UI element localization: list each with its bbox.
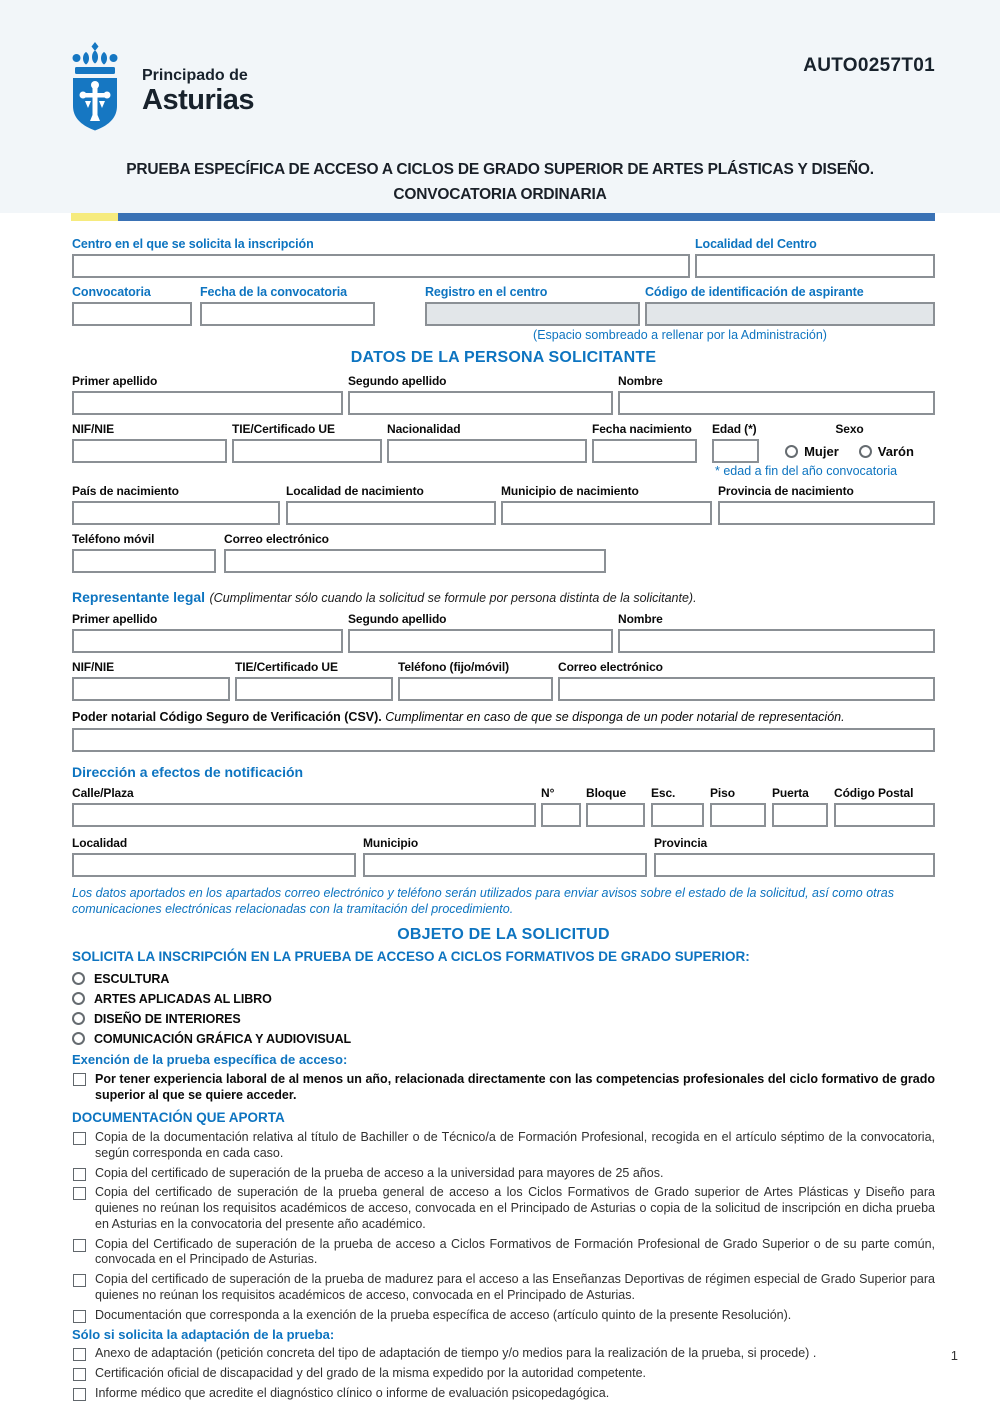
- doc-item-6: [72, 1308, 935, 1324]
- checkbox-doc-2[interactable]: [73, 1168, 86, 1181]
- edad-note: * edad a fin del año convocatoria: [715, 464, 898, 478]
- checkbox-exencion[interactable]: [73, 1073, 86, 1086]
- rep-correo-label: Correo electrónico: [558, 660, 663, 674]
- calle-label: Calle/Plaza: [72, 786, 134, 800]
- adaptation-item-1: [72, 1346, 935, 1362]
- telefono-movil-label: Teléfono móvil: [72, 532, 155, 546]
- localidad-nacimiento-input[interactable]: [286, 501, 496, 525]
- divider-bar: [0, 213, 1000, 221]
- centro-label: Centro en el que se solicita la inscripción: [72, 237, 314, 251]
- doc-text-5: Copia del certificado de superación de la prueba de madurez para el acceso a las Enseñanzas Deportivas de régimen especial de Grado Superior para quienes no reúnan los requisitos académicos de acceso, convocada en el Principado de Asturias.: [95, 1272, 935, 1302]
- form-title-line2: CONVOCATORIA ORDINARIA: [393, 185, 607, 203]
- poder-notarial-line: [72, 710, 935, 724]
- correo-label: Correo electrónico: [224, 532, 329, 546]
- row-nacimiento: [72, 484, 935, 525]
- fecha-nacimiento-input[interactable]: [592, 439, 697, 463]
- municipio-input[interactable]: [363, 853, 647, 877]
- comunicacion-grafica-label: COMUNICACIÓN GRÁFICA Y AUDIOVISUAL: [94, 1031, 352, 1046]
- numero-input[interactable]: [541, 803, 581, 827]
- doc-item-5: [72, 1272, 935, 1304]
- rep-subtitle: (Cumplimentar sólo cuando la solicitud se formule por persona distinta de la solicitante).: [209, 591, 697, 605]
- field-provincia-nacimiento: [718, 484, 935, 525]
- mujer-label: Mujer: [804, 443, 839, 459]
- radio-diseno-interiores[interactable]: [72, 1012, 85, 1025]
- field-codigo-aspirante: [645, 285, 935, 326]
- primer-apellido-input[interactable]: [72, 391, 343, 415]
- registro-centro-input[interactable]: [425, 302, 640, 326]
- asturias-coat-of-arms-icon: [70, 42, 120, 134]
- field-convocatoria: [72, 285, 192, 326]
- localidad-centro-label: Localidad del Centro: [695, 237, 817, 251]
- field-fecha-nacimiento: [592, 422, 697, 463]
- logo-text: [142, 68, 254, 134]
- rep-segundo-apellido-input[interactable]: [348, 629, 613, 653]
- field-rep-tie: [235, 660, 393, 701]
- doc-text-2: Copia del certificado de superación de la prueba de acceso a la universidad para mayores de 25 años.: [95, 1165, 664, 1180]
- segundo-apellido-input[interactable]: [348, 391, 613, 415]
- field-piso: [710, 786, 766, 827]
- section-title-objeto: OBJETO DE LA SOLICITUD: [397, 925, 610, 943]
- edad-label: Edad (*): [712, 422, 757, 436]
- docs-title: DOCUMENTACIÓN QUE APORTA: [72, 1110, 285, 1125]
- municipio-label: Municipio: [363, 836, 419, 850]
- row-convocatoria: [72, 285, 935, 326]
- field-rep-primer-apellido: [72, 612, 343, 653]
- checkbox-doc-3[interactable]: [73, 1187, 86, 1200]
- field-rep-segundo-apellido: [348, 612, 613, 653]
- codigo-aspirante-input[interactable]: [645, 302, 935, 326]
- artes-libro-label: ARTES APLICADAS AL LIBRO: [94, 991, 272, 1006]
- row-apellidos: [72, 374, 935, 415]
- provincia-nacimiento-label: Provincia de nacimiento: [718, 484, 854, 498]
- rep-primer-apellido-label: Primer apellido: [72, 612, 158, 626]
- adaptation-text-2: Certificación oficial de discapacidad y del grado de la misma expedido por la autoridad competente.: [95, 1366, 647, 1380]
- nacionalidad-label: Nacionalidad: [387, 422, 461, 436]
- option-diseno-interiores: [72, 1012, 935, 1026]
- localidad-nacimiento-label: Localidad de nacimiento: [286, 484, 424, 498]
- adaptation-text-1: Anexo de adaptación (petición concreta del tipo de adaptación de tiempo y/o medios para la realización de la prueba, si procede) .: [95, 1346, 817, 1361]
- doc-item-4: [72, 1237, 935, 1269]
- sexo-label: Sexo: [835, 422, 864, 436]
- exencion-text: Por tener experiencia laboral de al menos un año, relacionada directamente con las competencias profesionales del ciclo formativo de grado superior al que se quiere acceder.: [95, 1071, 935, 1102]
- form-title: [30, 158, 970, 208]
- field-provincia: [654, 836, 935, 877]
- convocatoria-label: Convocatoria: [72, 285, 151, 299]
- field-municipio-nacimiento: [501, 484, 712, 525]
- fecha-convocatoria-label: Fecha de la convocatoria: [200, 285, 347, 299]
- doc-text-6: Documentación que corresponda a la exención de la prueba específica de acceso (artículo quinto de la presente Resolución).: [95, 1307, 792, 1322]
- poder-notarial-input[interactable]: [72, 728, 935, 752]
- poder-notarial-italic: Cumplimentar en caso de que se disponga de un poder notarial de representación.: [381, 710, 845, 724]
- field-correo: [224, 532, 606, 573]
- row-rep-identidad: [72, 660, 935, 701]
- nombre-input[interactable]: [618, 391, 935, 415]
- option-artes-libro: [72, 992, 935, 1006]
- calle-input[interactable]: [72, 803, 536, 827]
- pais-nacimiento-input[interactable]: [72, 501, 280, 525]
- nacionalidad-input[interactable]: [387, 439, 587, 463]
- field-centro: [72, 237, 690, 278]
- adaptation-text-3: Informe médico que acredite el diagnóstico clínico o informe de evaluación psicopedagógica.: [95, 1385, 610, 1400]
- field-telefono-movil: [72, 532, 216, 573]
- checkbox-doc-1[interactable]: [73, 1132, 86, 1145]
- asturias-logo: [70, 42, 254, 134]
- field-localidad: [72, 836, 356, 877]
- solicita-subtitle: SOLICITA LA INSCRIPCIÓN EN LA PRUEBA DE ACCESO A CICLOS FORMATIVOS DE GRADO SUPERIOR:: [72, 948, 750, 964]
- field-nombre: [618, 374, 935, 415]
- rep-heading-line: [72, 589, 935, 607]
- form-content: [0, 221, 1000, 1402]
- bloque-label: Bloque: [586, 786, 627, 800]
- row-direccion: [72, 786, 935, 827]
- exencion-item: [72, 1071, 935, 1104]
- rep-segundo-apellido-label: Segundo apellido: [348, 612, 447, 626]
- registro-centro-label: Registro en el centro: [425, 285, 548, 299]
- fecha-nacimiento-label: Fecha nacimiento: [592, 422, 692, 436]
- checkbox-adaptation-1[interactable]: [73, 1348, 86, 1361]
- logo-line1: Principado de: [142, 67, 248, 84]
- municipio-nacimiento-label: Municipio de nacimiento: [501, 484, 639, 498]
- bar-blue-segment: [118, 213, 935, 221]
- option-escultura: [72, 972, 935, 986]
- piso-input[interactable]: [710, 803, 766, 827]
- field-municipio: [363, 836, 647, 877]
- page-header: [0, 0, 1000, 213]
- provincia-label: Provincia: [654, 836, 708, 850]
- codigo-aspirante-label: Código de identificación de aspirante: [645, 285, 864, 299]
- rep-nombre-input[interactable]: [618, 629, 935, 653]
- field-localidad-nacimiento: [286, 484, 496, 525]
- puerta-label: Puerta: [772, 786, 809, 800]
- varon-label: Varón: [877, 443, 914, 459]
- rep-nombre-label: Nombre: [618, 612, 663, 626]
- radio-varon[interactable]: [859, 445, 872, 458]
- esc-input[interactable]: [651, 803, 704, 827]
- doc-text-4: Copia del Certificado de superación de la prueba de acceso a Ciclos Formativos de Formación Profesional de Grado Superior o de su parte común, convocada en el Principado de Asturias.: [95, 1236, 935, 1267]
- bar-yellow-segment: [71, 213, 118, 221]
- row-rep-apellidos: [72, 612, 935, 653]
- row-contacto: [72, 532, 935, 573]
- form-code: AUTO0257T01: [803, 55, 935, 76]
- checkbox-doc-5[interactable]: [73, 1274, 86, 1287]
- row-localidad: [72, 836, 935, 877]
- adaptation-item-3: [72, 1386, 935, 1402]
- puerta-input[interactable]: [772, 803, 828, 827]
- escultura-label: ESCULTURA: [94, 971, 170, 986]
- nombre-label: Nombre: [618, 374, 663, 388]
- fecha-convocatoria-input[interactable]: [200, 302, 375, 326]
- provincia-input[interactable]: [654, 853, 935, 877]
- nif-label: NIF/NIE: [72, 422, 114, 436]
- bar-spacer-right: [935, 213, 1000, 221]
- field-bloque: [586, 786, 645, 827]
- nif-input[interactable]: [72, 439, 227, 463]
- checkbox-adaptation-3[interactable]: [73, 1388, 86, 1401]
- diseno-interiores-label: DISEÑO DE INTERIORES: [94, 1011, 241, 1026]
- segundo-apellido-label: Segundo apellido: [348, 374, 447, 388]
- rep-nif-input[interactable]: [72, 677, 230, 701]
- field-rep-nombre: [618, 612, 935, 653]
- doc-item-2: [72, 1166, 935, 1182]
- tie-label: TIE/Certificado UE: [232, 422, 335, 436]
- field-rep-correo: [558, 660, 935, 701]
- field-nif: [72, 422, 227, 463]
- form-title-line1: PRUEBA ESPECÍFICA DE ACCESO A CICLOS DE GRADO SUPERIOR DE ARTES PLÁSTICAS Y DISEÑO.: [126, 161, 874, 178]
- doc-item-3: [72, 1185, 935, 1232]
- doc-item-1: [72, 1130, 935, 1162]
- rep-nif-label: NIF/NIE: [72, 660, 114, 674]
- logo-line2: Asturias: [142, 83, 255, 116]
- bloque-input[interactable]: [586, 803, 645, 827]
- edad-input[interactable]: [712, 439, 759, 463]
- field-localidad-centro: [695, 237, 935, 278]
- localidad-label: Localidad: [72, 836, 128, 850]
- poder-notarial-bold: Poder notarial Código Seguro de Verificación (CSV).: [72, 710, 382, 724]
- field-codigo-postal: [834, 786, 935, 827]
- page-number: 1: [950, 1348, 958, 1363]
- field-numero: [541, 786, 581, 827]
- direccion-title: Dirección a efectos de notificación: [72, 764, 304, 780]
- rep-tie-label: TIE/Certificado UE: [235, 660, 338, 674]
- contact-usage-note: Los datos aportados en los apartados correo electrónico y teléfono serán utilizados para enviar avisos sobre el estado de la solicitud, así como otras comunicaciones electrónicas relacionadas con la tramitación del procedimiento.: [72, 886, 894, 917]
- field-sexo: [764, 422, 935, 463]
- bar-spacer-left: [0, 213, 71, 221]
- centro-input[interactable]: [72, 254, 690, 278]
- piso-label: Piso: [710, 786, 735, 800]
- esc-label: Esc.: [651, 786, 676, 800]
- radio-artes-libro[interactable]: [72, 992, 85, 1005]
- field-segundo-apellido: [348, 374, 613, 415]
- telefono-movil-input[interactable]: [72, 549, 216, 573]
- tie-input[interactable]: [232, 439, 382, 463]
- checkbox-doc-6[interactable]: [73, 1310, 86, 1323]
- field-calle: [72, 786, 536, 827]
- exencion-title: Exención de la prueba específica de acceso:: [72, 1051, 348, 1067]
- localidad-centro-input[interactable]: [695, 254, 935, 278]
- numero-label: N°: [541, 786, 555, 800]
- primer-apellido-label: Primer apellido: [72, 374, 158, 388]
- rep-telefono-input[interactable]: [398, 677, 553, 701]
- field-edad: [712, 422, 759, 463]
- doc-text-3: Copia del certificado de superación de la prueba general de acceso a los Ciclos Formativos de Grado superior de Artes Plásticas y Diseño para quienes no reúnan los requisitos académicos de acceso, convocada en el Principado de Asturias o copia de la solicitud de inscripción en dicha prueba en Asturias en la convocatoria del presente año académico.: [95, 1185, 935, 1231]
- rep-correo-input[interactable]: [558, 677, 935, 701]
- rep-primer-apellido-input[interactable]: [72, 629, 343, 653]
- localidad-input[interactable]: [72, 853, 356, 877]
- codigo-postal-input[interactable]: [834, 803, 935, 827]
- option-comunicacion-grafica: [72, 1032, 935, 1046]
- correo-input[interactable]: [224, 549, 606, 573]
- checkbox-doc-4[interactable]: [73, 1239, 86, 1252]
- field-pais-nacimiento: [72, 484, 280, 525]
- pais-nacimiento-label: País de nacimiento: [72, 484, 179, 498]
- radio-mujer[interactable]: [785, 445, 798, 458]
- field-registro-centro: [425, 285, 640, 326]
- municipio-nacimiento-input[interactable]: [501, 501, 712, 525]
- doc-text-1: Copia de la documentación relativa al título de Bachiller o de Técnico/a de Formación Profesional, recogida en el artículo séptimo de la convocatoria, según corresponda en cada caso.: [95, 1130, 935, 1160]
- field-rep-nif: [72, 660, 230, 701]
- field-primer-apellido: [72, 374, 343, 415]
- field-rep-telefono: [398, 660, 553, 701]
- provincia-nacimiento-input[interactable]: [718, 501, 935, 525]
- sexo-options: [764, 439, 935, 463]
- radio-comunicacion-grafica[interactable]: [72, 1032, 85, 1045]
- field-tie: [232, 422, 382, 463]
- field-esc: [651, 786, 704, 827]
- adaptation-item-2: [72, 1366, 935, 1382]
- row-identidad: [72, 422, 935, 463]
- checkbox-adaptation-2[interactable]: [73, 1368, 86, 1381]
- field-fecha-convocatoria: [200, 285, 375, 326]
- rep-telefono-label: Teléfono (fijo/móvil): [398, 660, 510, 674]
- rep-tie-input[interactable]: [235, 677, 393, 701]
- codigo-postal-label: Código Postal: [834, 786, 914, 800]
- field-puerta: [772, 786, 828, 827]
- admin-note: (Espacio sombreado a rellenar por la Administración): [533, 328, 827, 342]
- rep-title: Representante legal: [72, 589, 206, 605]
- field-nacionalidad: [387, 422, 587, 463]
- adaptation-title: Sólo si solicita la adaptación de la prueba:: [72, 1327, 335, 1343]
- section-title-datos: DATOS DE LA PERSONA SOLICITANTE: [350, 349, 657, 366]
- row-centro: [72, 237, 935, 278]
- radio-escultura[interactable]: [72, 972, 85, 985]
- convocatoria-input[interactable]: [72, 302, 192, 326]
